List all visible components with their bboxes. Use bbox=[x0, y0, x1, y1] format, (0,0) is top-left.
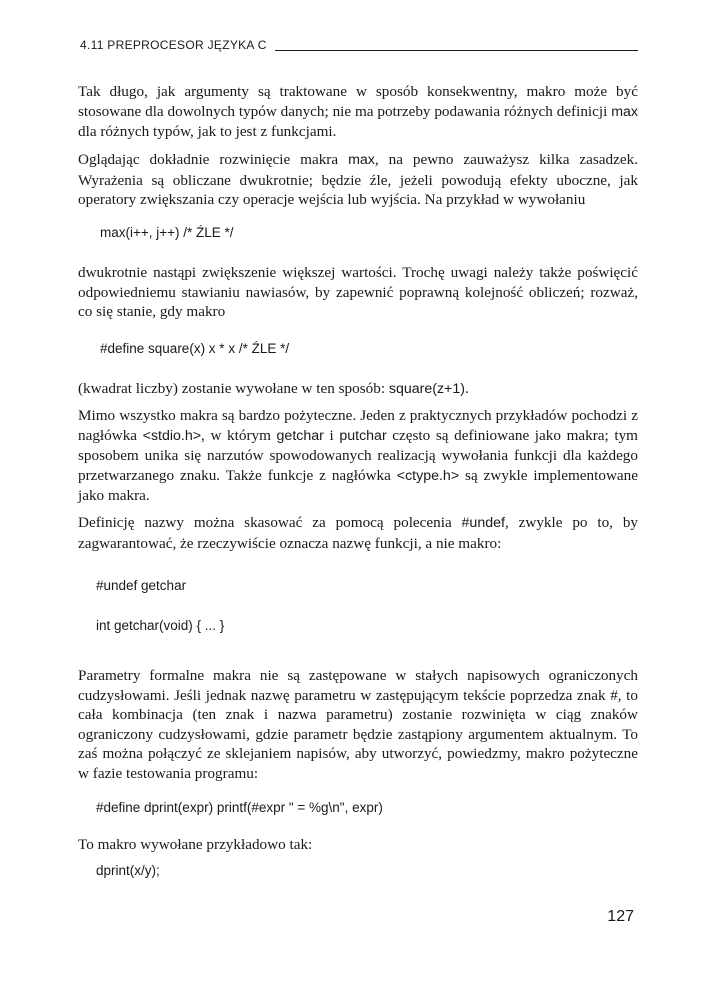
running-header bbox=[80, 38, 638, 52]
text: , na pewno zauważysz kilka zasadzek. Wyrażenia są obliczane dwukrotnie; będzie źle, jeżeli powodują efekty uboczne, jak operatory zwiększania czy operacje wejścia lub wyjścia. Na przykład w wywołaniu bbox=[78, 151, 639, 208]
code-undef: #undef getchar bbox=[96, 578, 187, 593]
paragraph-stringizing: Parametry formalne makra nie są zastępowane w stałych napisowych ograniczonych cudzysłowami. Jeśli jednak nazwę parametru w zastępującym tekście poprzedza znak #, to cała kombinacja (ten znak i nazwa parametru) zostanie rozwinięta w ciąg znaków ograniczony cudzysłowami, gdzie parametr będzie zastąpiony argumentem aktualnym. To zaś można połączyć ze sklejaniem napisów, aby utworzyć, powiedzmy, makro pożyteczne w fazie testowania programu: bbox=[78, 667, 638, 782]
header-rule bbox=[275, 50, 638, 51]
paragraph-generic-types bbox=[78, 82, 638, 142]
text: są zwykle implementowane jako makra. bbox=[78, 466, 638, 504]
inline-code-putchar: putchar bbox=[339, 427, 387, 444]
paragraph-pitfalls bbox=[78, 150, 638, 210]
text: i bbox=[323, 426, 340, 444]
inline-code-max: max bbox=[611, 103, 638, 120]
inline-code-undef: #undef bbox=[461, 515, 505, 531]
text: (kwadrat liczby) zostanie wywołane w ten sposób: bbox=[78, 380, 389, 397]
page-number: 127 bbox=[607, 908, 634, 925]
paragraph-square-call bbox=[78, 379, 638, 400]
text: . bbox=[464, 380, 469, 397]
code-getchar-def: int getchar(void) { ... } bbox=[96, 618, 225, 633]
inline-code-stdio: <stdio.h> bbox=[142, 427, 202, 444]
text: , zwykle po to, by zagwarantować, że rzeczywiście oznacza nazwę funkcji, a nie makro: bbox=[78, 514, 639, 552]
text: Mimo wszystko makra są bardzo pożyteczne. Jeden z praktycznych przykładów pochodzi z nagłówka bbox=[78, 407, 638, 444]
code-square-define: #define square(x) x * x /* ŹLE */ bbox=[100, 341, 290, 356]
inline-code-getchar: getchar bbox=[276, 427, 324, 444]
text: często są definiowane jako makra; tym sposobem unika się narzutów spowodowanych realizacją wywołania funkcji dla każdego przetwarzanego znaku. Także funkcje z nagłówka bbox=[78, 426, 638, 484]
code-dprint-call: dprint(x/y); bbox=[96, 863, 160, 878]
text: dla różnych typów, jak to jest z funkcjami. bbox=[78, 123, 337, 140]
paragraph-parentheses: dwukrotnie nastąpi zwiększenie większej wartości. Trochę uwagi należy także poświęcić odpowiedniemu stawianiu nawiasów, by zapewnić poprawną kolejność obliczeń; rozważ, co się stanie, gdy makro bbox=[78, 264, 638, 320]
inline-code-max: max bbox=[348, 152, 375, 168]
inline-code-square: square(z+1) bbox=[388, 381, 465, 397]
paragraph-macro-call: To makro wywołane przykładowo tak: bbox=[78, 836, 313, 853]
inline-code-ctype: <ctype.h> bbox=[396, 467, 460, 484]
paragraph-undef bbox=[78, 513, 638, 553]
text: Definicję nazwy można skasować za pomocą polecenia bbox=[78, 514, 462, 531]
header-title: 4.11 PREPROCESOR JĘZYKA C bbox=[80, 38, 267, 52]
paragraph-macros-useful bbox=[78, 406, 638, 506]
code-max-call: max(i++, j++) /* ŹLE */ bbox=[100, 225, 234, 240]
text: Oglądając dokładnie rozwinięcie makra bbox=[78, 151, 349, 168]
text: Tak długo, jak argumenty są traktowane w sposób konsekwentny, makro może być stosowane dla dowolnych typów danych; nie ma potrzeby podawania różnych definicji bbox=[78, 83, 638, 120]
code-dprint-define: #define dprint(expr) printf(#expr " = %g\n", expr) bbox=[96, 800, 383, 815]
text: , w którym bbox=[201, 426, 277, 444]
